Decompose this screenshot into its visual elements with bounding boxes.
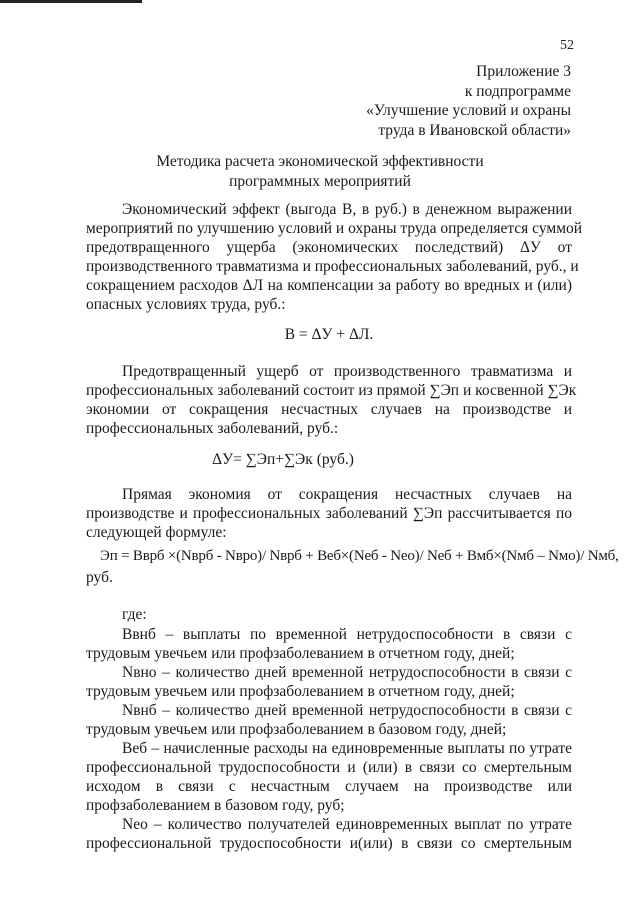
- text-line: опасных условиях труда, руб.:: [86, 296, 286, 313]
- definition-line: Веб – начисленные расходы на единовременные выплаты по утрате: [122, 740, 572, 757]
- text-line: профессиональных заболеваний состоит из прямой ∑Эп и косвенной ∑Эк: [86, 382, 577, 399]
- appendix-line: «Улучшение условий и охраны: [366, 102, 571, 119]
- definition-line: трудовым увечьем или профзаболеванием в отчетном году, дней;: [86, 683, 515, 700]
- text-line: Экономический эффект (выгода В, в руб.) в денежном выражении: [122, 201, 572, 218]
- definition-line: Ввнб – выплаты по временной нетрудоспособности в связи с: [122, 626, 572, 643]
- page-number: 52: [560, 38, 574, 53]
- top-rule: [0, 0, 142, 3]
- text-line: Предотвращенный ущерб от производственного травматизма и: [122, 363, 572, 380]
- text-line: Прямая экономия от сокращения несчастных случаев на: [122, 486, 572, 503]
- formula-unit: руб.: [86, 569, 113, 586]
- definition-line: профессиональной трудоспособности и (или) в связи со смертельным: [86, 759, 572, 776]
- text-line: сокращением расходов ΔЛ на компенсации за работу во вредных и (или): [86, 277, 572, 294]
- appendix-line: к подпрограмме: [464, 82, 571, 100]
- paragraph-direct-savings: [86, 485, 572, 542]
- appendix-line: Приложение 3: [476, 63, 571, 80]
- text-line: производственного травматизма и профессиональных заболеваний, руб., и: [86, 258, 579, 275]
- text-line: профессиональных заболеваний, руб.:: [86, 420, 339, 437]
- text-line: следующей формуле:: [86, 524, 227, 541]
- definition-line: профессиональной трудоспособности и(или) в связи со смертельным: [86, 835, 572, 852]
- definition-line: Nео – количество получателей единовременных выплат по утрате: [122, 816, 572, 833]
- paragraph-prevented-damage: [86, 362, 577, 438]
- text-line: предотвращенного ущерба (экономических последствий) ΔУ от: [86, 239, 572, 256]
- title-line: программных мероприятий: [229, 172, 411, 190]
- definition-line: профзаболеванием в базовом году, руб;: [86, 797, 345, 814]
- definition-line: Nвно – количество дней временной нетрудоспособности в связи с: [122, 664, 572, 681]
- definition-line: Nвнб – количество дней временной нетрудоспособности в связи с: [122, 702, 572, 719]
- definition-list: [86, 625, 572, 853]
- appendix-header: [300, 62, 571, 140]
- where-label: где:: [122, 606, 147, 623]
- appendix-line: труда в Ивановской области»: [378, 121, 571, 139]
- document-title: [90, 152, 550, 191]
- text-line: мероприятий по улучшению условий и охраны труда определяется суммой: [86, 220, 583, 237]
- formula-benefit: В = ΔУ + ΔЛ.: [284, 326, 374, 343]
- formula-direct-savings: Эп = Вврб ×(Nврб - Nвро)/ Nврб + Веб×(Nеб - Nео)/ Nеб + Вмб×(Nмб – Nмо)/ Nмб,: [100, 548, 619, 564]
- paragraph-economic-effect: [86, 200, 583, 314]
- definition-line: трудовым увечьем или профзаболеванием в базовом году, дней;: [86, 721, 507, 738]
- title-line: Методика расчета экономической эффективности: [156, 153, 484, 170]
- text-line: производстве и профессиональных заболеваний ∑Эп рассчитывается по: [86, 505, 572, 522]
- formula-prevented-damage: ΔУ= ∑Эп+∑Эк (руб.): [212, 451, 354, 468]
- text-line: экономии от сокращения несчастных случаев на производстве и: [86, 401, 572, 418]
- definition-line: исходом в связи с несчастным случаем на производстве или: [86, 778, 572, 795]
- definition-line: трудовым увечьем или профзаболеванием в отчетном году, дней;: [86, 645, 515, 662]
